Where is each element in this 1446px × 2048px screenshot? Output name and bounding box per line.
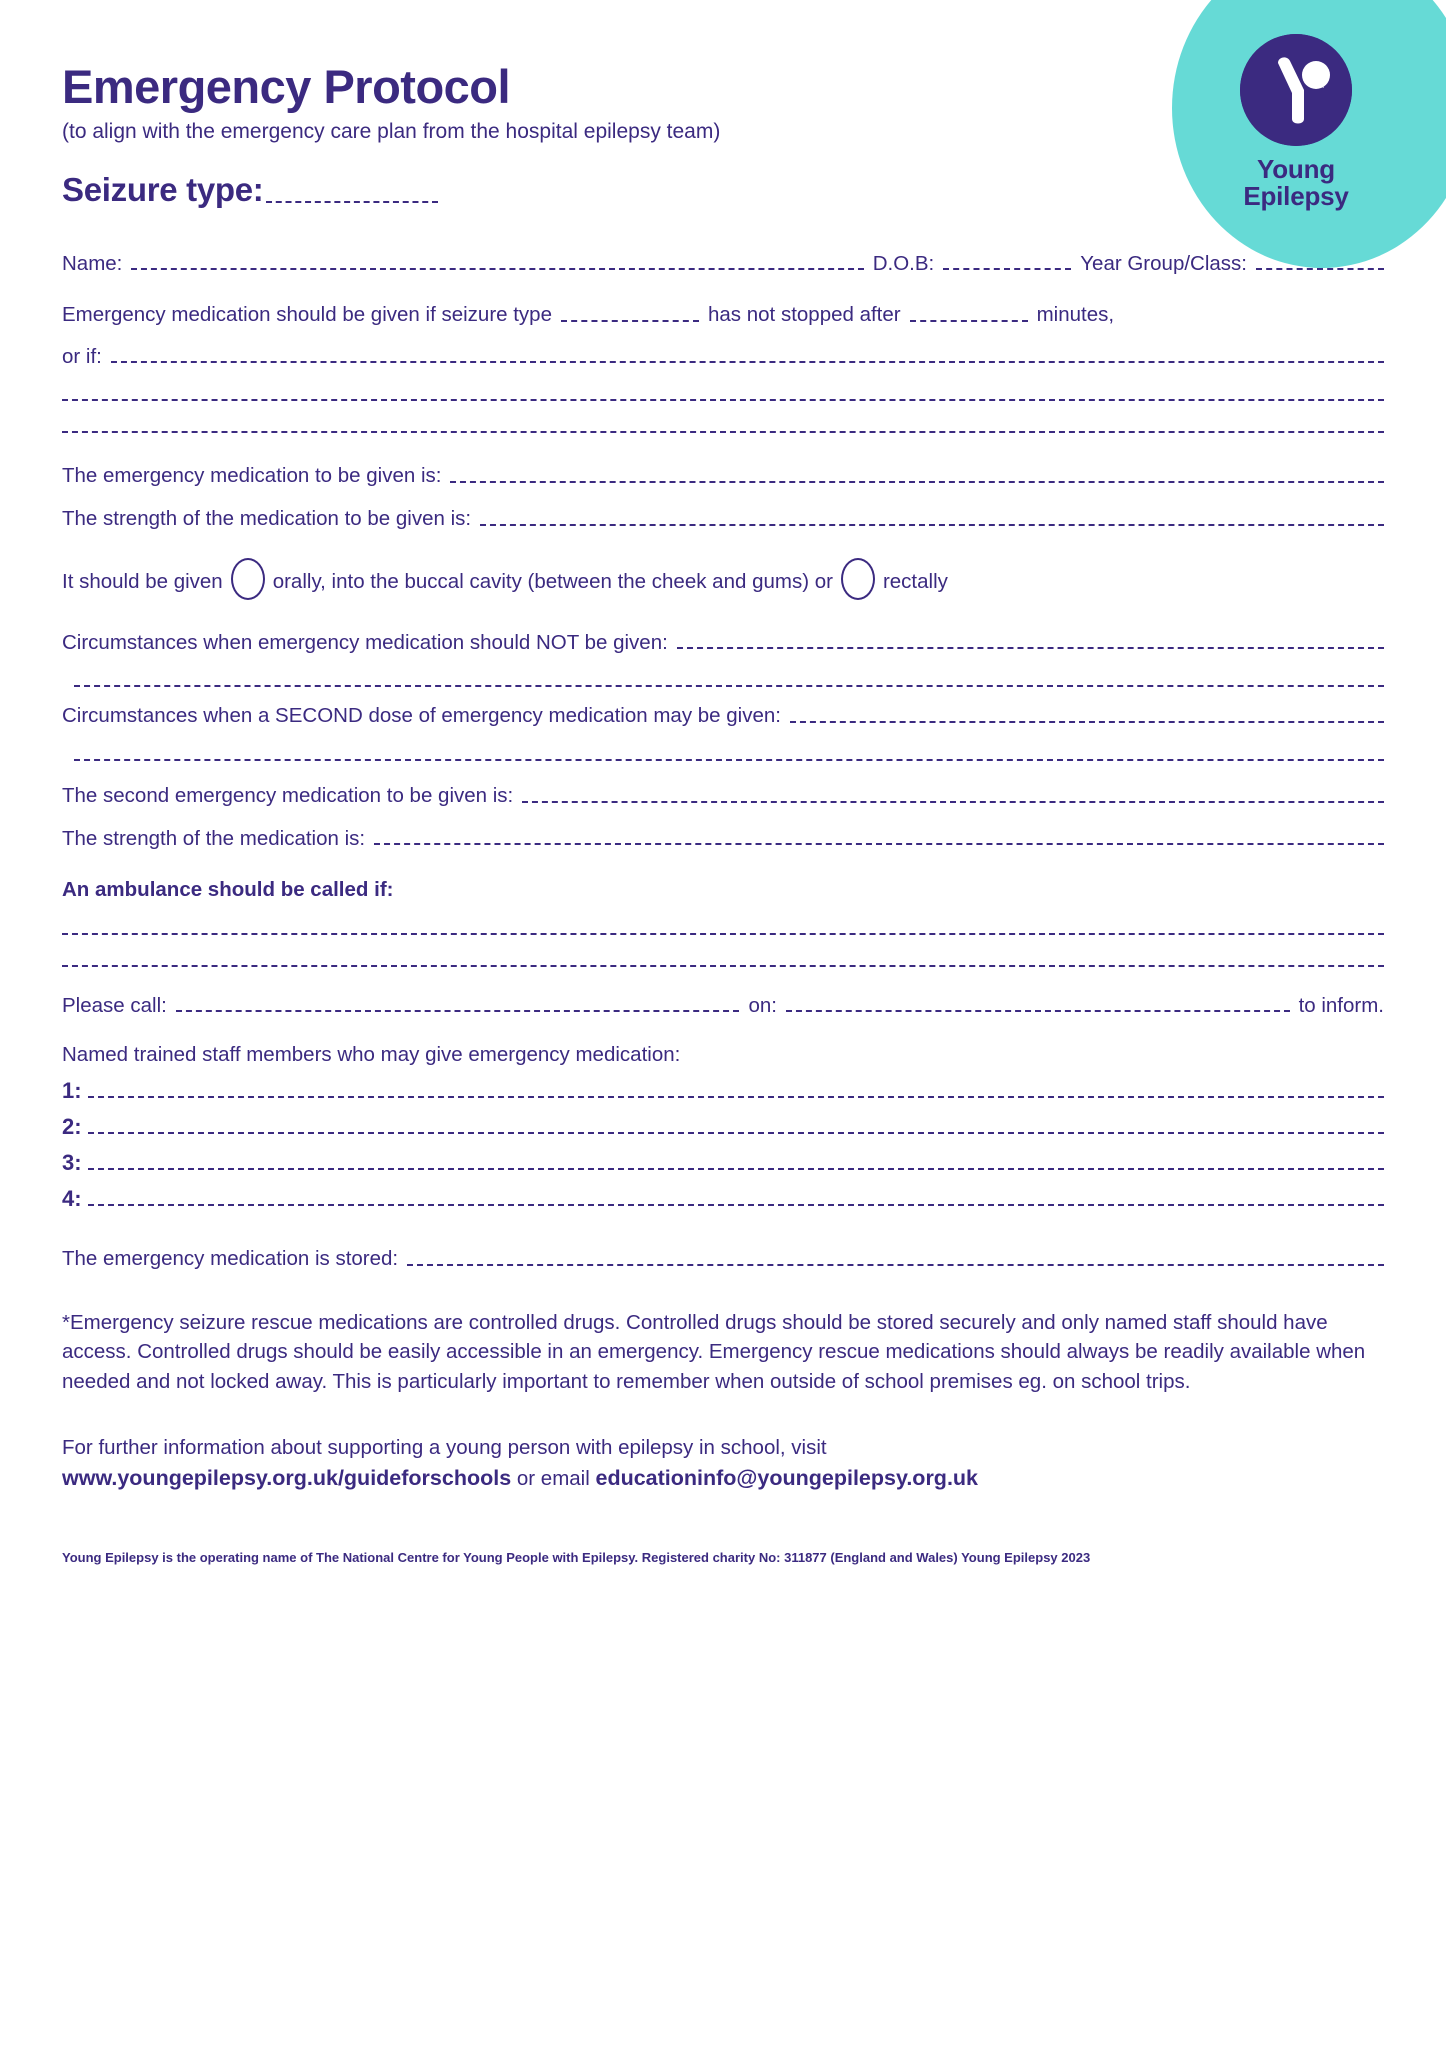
storage-input[interactable] [407, 1264, 1384, 1266]
page-title: Emergency Protocol [62, 60, 511, 113]
staff-row-3 [62, 1150, 1384, 1176]
or-email-label: or email [516, 1466, 590, 1490]
brand-name-line1: Young [1257, 154, 1335, 184]
route-oral-radio[interactable] [231, 558, 265, 600]
criteria-text-b: has not stopped after [708, 303, 901, 327]
staff-input-1[interactable] [88, 1096, 1384, 1098]
criteria-text-c: minutes, [1036, 303, 1115, 327]
further-info-block [62, 1433, 1384, 1494]
not-given-input-line-1[interactable] [677, 647, 1384, 649]
legal-text: Young Epilepsy is the operating name of The National Centre for Young People with Epilepsy. Registered charity No: 311877 (England and Wales) Young Epilepsy 2023 [62, 1549, 1091, 1565]
second-dose-row [62, 703, 1384, 729]
route-row [62, 558, 1384, 600]
website-link[interactable]: www.youngepilepsy.org.uk/guideforschools [62, 1465, 512, 1490]
or-if-input-line-1[interactable] [111, 361, 1384, 363]
criteria-text-a: Emergency medication should be given if seizure type [62, 303, 552, 327]
identity-row [62, 251, 1384, 277]
route-prefix-label: It should be given [62, 569, 223, 593]
staff-heading: Named trained staff members who may give emergency medication: [62, 1043, 681, 1067]
route-rectal-radio[interactable] [841, 558, 875, 600]
route-oral-label: orally, into the buccal cavity (between the cheek and gums) or [272, 569, 833, 593]
further-info-text: For further information about supporting a young person with epilepsy in school, visit [62, 1435, 827, 1459]
staff-row-2 [62, 1114, 1384, 1140]
medication-strength-row [62, 506, 1384, 532]
second-dose-label: Circumstances when a SECOND dose of emergency medication may be given: [62, 704, 781, 728]
criteria-minutes-input[interactable] [910, 320, 1028, 322]
staff-input-2[interactable] [88, 1132, 1384, 1134]
second-medication-row [62, 783, 1384, 809]
second-strength-label: The strength of the medication is: [62, 826, 366, 850]
seizure-type-label: Seizure type: [62, 170, 264, 208]
second-strength-input[interactable] [374, 843, 1384, 845]
second-dose-input-line-2[interactable] [74, 759, 1384, 761]
storage-row [62, 1246, 1384, 1272]
please-call-input[interactable] [176, 1010, 740, 1012]
criteria-seizure-type-input[interactable] [561, 320, 699, 322]
staff-row-1 [62, 1078, 1384, 1104]
medication-name-label: The emergency medication to be given is: [62, 464, 442, 488]
second-medication-input[interactable] [522, 801, 1384, 803]
controlled-drugs-note: *Emergency seizure rescue medications are controlled drugs. Controlled drugs should be stored securely and only named staff should have access. Controlled drugs should be easily accessible in an emergency. Emergency rescue medications should always be readily available when needed and not locked away. This is particularly important to remember when outside of school premises eg. on school trips. [62, 1310, 1366, 1394]
dob-input[interactable] [943, 268, 1071, 270]
staff-number-1: 1: [62, 1078, 82, 1104]
medication-name-input[interactable] [450, 481, 1384, 483]
on-input[interactable] [786, 1010, 1290, 1012]
medication-name-row [62, 463, 1384, 489]
staff-row-4 [62, 1186, 1384, 1212]
criteria-row [62, 302, 1384, 328]
not-given-row [62, 630, 1384, 656]
second-strength-row [62, 826, 1384, 852]
or-if-row [62, 344, 1384, 370]
staff-number-2: 2: [62, 1114, 82, 1140]
or-if-input-line-3[interactable] [62, 431, 1384, 433]
second-medication-label: The second emergency medication to be given is: [62, 783, 514, 807]
medication-strength-label: The strength of the medication to be given is: [62, 507, 472, 531]
seizure-type-row [62, 170, 1384, 212]
staff-number-3: 3: [62, 1150, 82, 1176]
dob-label: D.O.B: [872, 251, 935, 275]
please-call-label: Please call: [62, 993, 167, 1017]
or-if-input-line-2[interactable] [62, 399, 1384, 401]
on-label: on: [748, 993, 777, 1017]
ambulance-heading: An ambulance should be called if: [62, 878, 394, 902]
page-subtitle: (to align with the emergency care plan from the hospital epilepsy team) [62, 120, 721, 144]
ambulance-input-line-2[interactable] [62, 965, 1384, 967]
medication-strength-input[interactable] [480, 524, 1384, 526]
please-call-row [62, 993, 1384, 1019]
storage-label: The emergency medication is stored: [62, 1247, 399, 1271]
email-link[interactable]: educationinfo@youngepilepsy.org.uk [595, 1465, 979, 1490]
not-given-input-line-2[interactable] [74, 685, 1384, 687]
staff-input-4[interactable] [88, 1204, 1384, 1206]
to-inform-label: to inform. [1298, 993, 1385, 1017]
second-dose-input-line-1[interactable] [790, 721, 1384, 723]
seizure-type-input[interactable] [266, 201, 438, 203]
name-input[interactable] [131, 268, 863, 270]
year-group-input[interactable] [1256, 268, 1384, 270]
route-rectal-label: rectally [882, 569, 948, 593]
brand-name-line2: Epilepsy [1243, 181, 1349, 212]
name-label: Name: [62, 251, 123, 275]
or-if-label: or if: [62, 344, 102, 368]
staff-number-4: 4: [62, 1186, 82, 1212]
year-group-label: Year Group/Class: [1080, 251, 1247, 275]
not-given-label: Circumstances when emergency medication should NOT be given: [62, 630, 668, 654]
ambulance-input-line-1[interactable] [62, 933, 1384, 935]
staff-input-3[interactable] [88, 1168, 1384, 1170]
